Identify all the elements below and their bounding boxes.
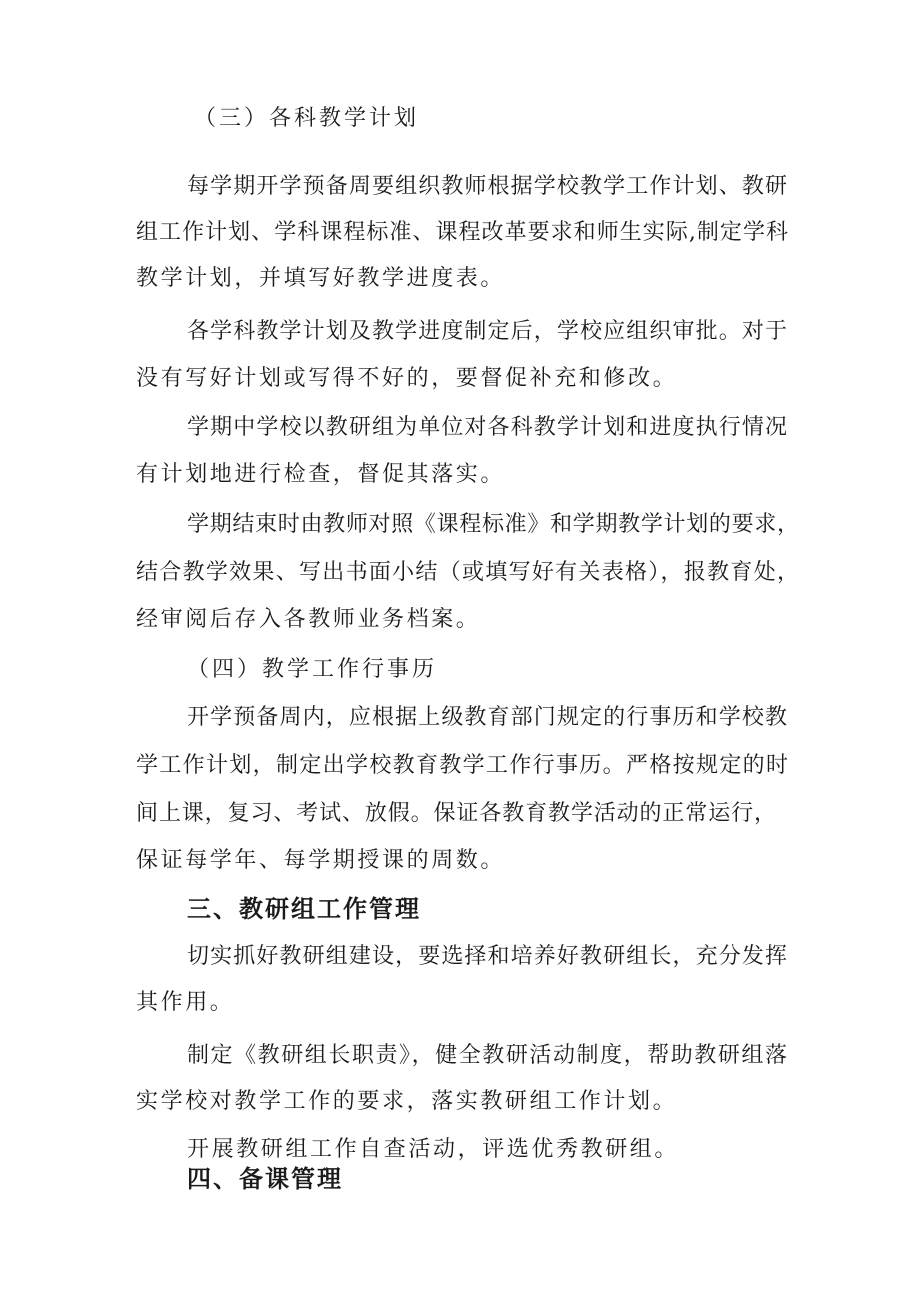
paragraph-line: 组工作计划、学科课程标准、课程改革要求和师生实际,制定学科 bbox=[136, 220, 788, 245]
paragraph-line: 学期结束时由教师对照《课程标准》和学期教学计划的要求， bbox=[187, 512, 799, 537]
paragraph-line: 每学期开学预备周要组织教师根据学校教学工作计划、教研 bbox=[187, 174, 787, 199]
paragraph-line: 各学科教学计划及教学进度制定后，学校应组织审批。对于 bbox=[187, 319, 787, 344]
subsection-title-3: （三）各科教学计划 bbox=[194, 106, 420, 131]
section-heading-3: 三、教研组工作管理 bbox=[187, 895, 421, 923]
paragraph-line: 实学校对教学工作的要求，落实教研组工作计划。 bbox=[136, 1089, 678, 1114]
paragraph-line: 其作用。 bbox=[136, 990, 235, 1015]
paragraph-line: 切实抓好教研组建设，要选择和培养好教研组长，充分发挥 bbox=[187, 944, 787, 969]
paragraph-line: 结合教学效果、写出书面小结（或填写好有关表格），报教育处， bbox=[136, 560, 799, 585]
paragraph-line: 保证每学年、每学期授课的周数。 bbox=[136, 848, 506, 873]
paragraph-line: 开展教研组工作自查活动，评选优秀教研组。 bbox=[187, 1137, 680, 1162]
paragraph-line: 间上课，复习、考试、放假。保证各教育教学活动的正常运行， bbox=[136, 801, 776, 826]
paragraph-line: 开学预备周内，应根据上级教育部门规定的行事历和学校教 bbox=[187, 705, 787, 730]
subsection-title-4: （四）教学工作行事历 bbox=[187, 657, 438, 682]
section-heading-4: 四、备课管理 bbox=[187, 1165, 343, 1193]
paragraph-line: 教学计划，并填写好教学进度表。 bbox=[136, 266, 506, 291]
paragraph-line: 学期中学校以教研组为单位对各科教学计划和进度执行情况 bbox=[187, 415, 787, 440]
paragraph-line: 有计划地进行检查，督促其落实。 bbox=[136, 462, 506, 487]
paragraph-line: 经审阅后存入各教师业务档案。 bbox=[136, 607, 481, 632]
paragraph-line: 制定《教研组长职责》，健全教研活动制度，帮助教研组落 bbox=[187, 1043, 787, 1068]
paragraph-line: 学工作计划，制定出学校教育教学工作行事历。严格按规定的时 bbox=[136, 753, 788, 778]
paragraph-line: 没有写好计划或写得不好的，要督促补充和修改。 bbox=[136, 366, 678, 391]
